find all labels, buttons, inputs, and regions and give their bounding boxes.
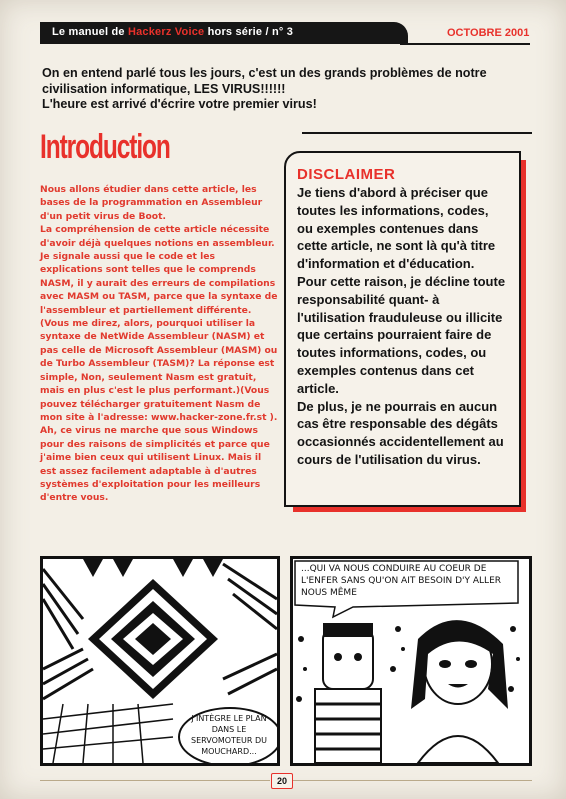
comic-panel-left xyxy=(40,556,280,766)
header-date: OCTOBRE 2001 xyxy=(447,27,530,39)
speech-text-left: J'INTÈGRE LE PLAN DANS LE SERVOMOTEUR DU MOUCHARD... xyxy=(191,714,267,756)
disclaimer-title: DISCLAIMER xyxy=(297,166,396,183)
footer-rule-left xyxy=(40,780,270,781)
body-paragraph: Nous allons étudier dans cette article, les bases de la programmation en Assembleur d'un petit virus de Boot. xyxy=(40,184,263,222)
header-title: Le manuel de Hackerz Voice hors série / n° 3 xyxy=(52,26,294,38)
body-paragraph: La compréhension de cette article nécessite d'avoir déjà quelques notions en assembleur. xyxy=(40,224,275,249)
disclaimer-paragraph: De plus, je ne pourrais en aucun cas être responsable des dégâts occasionnés accidentellement au cours de l'utilisation du virus. xyxy=(297,398,504,467)
disclaimer-paragraph: Je tiens d'abord à préciser que toutes les informations, codes, ou exemples contenues dans cette article, ne sont là qu'à titre d'information et d'éducation. xyxy=(297,185,496,272)
disclaimer-rule xyxy=(302,132,532,134)
disclaimer-paragraph: Pour cette raison, je décline toute responsabilité quant- à l'utilisation frauduleuse ou illicite que certains pourraient faire de toutes informations, codes, ou exemples contenus dans cet article. xyxy=(297,273,506,396)
article-body xyxy=(40,183,280,505)
lead-line: On en entend parlé tous les jours, c'est un des grands problèmes de notre civilisation informatique, LES VIRUS!!!!!! xyxy=(42,66,487,96)
comic-strip xyxy=(40,556,532,766)
footer-rule-right xyxy=(293,780,532,781)
speech-text-right: ...QUI VA NOUS CONDUIRE AU COEUR DE L'ENFER SANS QU'ON AIT BESOIN D'Y ALLER NOUS MÊME xyxy=(301,564,502,598)
page-number: 20 xyxy=(271,773,293,789)
body-paragraph: Je signale aussi que le code et les explications sont telles que le comprends NASM, il y aurait des erreurs de compilations avec MASM ou TASM, parce que la syntaxe de l'assembleur et partiellement différente. (Vous me direz, alors, pourquoi utiliser la syntaxe de NetWide Assembleur (NASM) et pas celle de Microsoft Assembleur (MASM) ou de Turbo Assembleur (TASM)? La réponse est simple, Non, seulement Nasm est gratuit, mais en plus c'est le plus performant.)(Vous pouvez télécharger gratuitement Nasm de mon site à l'adresse: www.hacker-zone.fr.st ). xyxy=(40,251,278,423)
lead-line: L'heure est arrivé d'écrire votre premier virus! xyxy=(42,97,317,111)
lead-paragraph xyxy=(42,66,532,113)
header-rule xyxy=(400,43,530,45)
header-brand: Hackerz Voice xyxy=(127,26,205,38)
disclaimer-body xyxy=(297,184,507,469)
body-paragraph: Ah, ce virus ne marche que sous Windows pour des raisons de simplicités et parce que j'aime bien ceux qui utilisent Linux. Mais il est assez facilement adaptable à d'autres systèmes d'exploitation pour les meilleurs d'entre vous. xyxy=(40,425,270,504)
section-title: Introduction xyxy=(40,128,170,166)
comic-panel-right xyxy=(290,556,532,766)
